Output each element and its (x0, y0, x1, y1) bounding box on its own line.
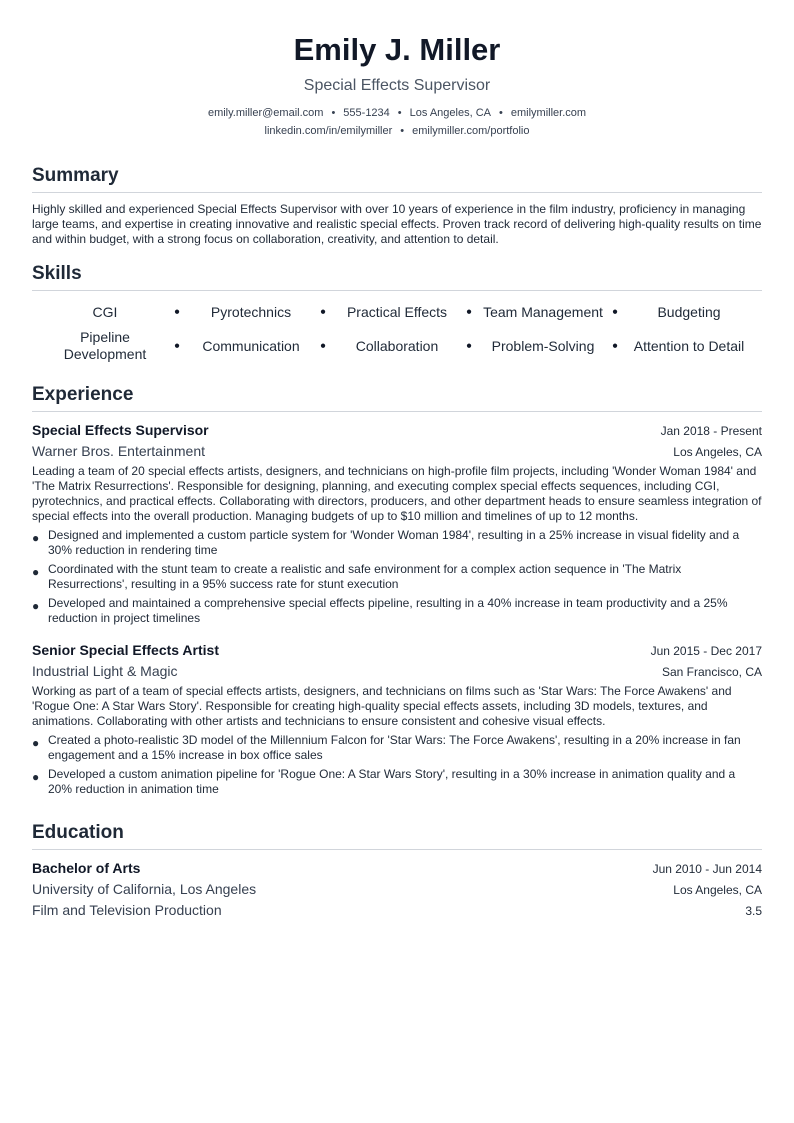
job-header-row (32, 640, 762, 661)
job-description: Leading a team of 20 special effects artists, designers, and technicians on high-profile film projects, including 'Wonder Woman 1984' and 'The Matrix Resurrections'. Responsible for designing, planning, and executing complex special effects sequences, including CGI, pyrotechnics, and practical effects. Collaborating with directors, producers, and other department heads to ensure seamless integration of special effects into the overall production. Managing budgets of up to $10 million and timelines of up to 12 months. (32, 464, 762, 523)
bullet-dot: ● (612, 340, 619, 352)
separator-dot: • (499, 107, 503, 119)
separator-dot: • (331, 107, 336, 119)
education-degree-row (32, 858, 762, 879)
candidate-title: Special Effects Supervisor (303, 77, 491, 94)
bullet-dot: ● (32, 599, 40, 613)
bullet-dot: ● (466, 340, 473, 352)
skill-item (320, 329, 473, 363)
skill-label: Practical Effects (346, 303, 448, 320)
skill-item (466, 329, 619, 363)
job-location: San Francisco, CA (661, 665, 762, 679)
contact-line-2 (32, 122, 762, 140)
education-date: Jun 2010 - Jun 2014 (652, 862, 762, 876)
skill-label: Pyrotechnics (210, 303, 292, 320)
education-entry (32, 858, 762, 921)
contact-linkedin[interactable]: linkedin.com/in/emilymiller (264, 125, 393, 137)
separator-dot: • (400, 125, 405, 137)
bullet-dot: ● (32, 531, 40, 545)
skills-heading: Skills (32, 262, 762, 291)
bullet-dot: ● (32, 565, 40, 579)
bullet-dot: ● (320, 306, 327, 318)
job-header-row (32, 420, 762, 441)
bullet-dot: ● (320, 340, 327, 352)
achievement-item (32, 528, 762, 558)
skill-item (612, 299, 762, 325)
experience-section (32, 383, 762, 797)
achievement-item (32, 767, 762, 797)
education-location: Los Angeles, CA (673, 883, 762, 897)
skill-label: CGI (92, 303, 118, 320)
job-location: Los Angeles, CA (673, 445, 762, 459)
education-school-row (32, 879, 762, 900)
contact-website[interactable]: emilymiller.com (510, 107, 587, 119)
skills-section (32, 262, 762, 363)
skill-label: Budgeting (657, 303, 721, 320)
achievement-text: Created a photo-realistic 3D model of the Millennium Falcon for 'Star Wars: The Force Awakens', resulting in a 20% increase in fan engagement and a 15% increase in box office sales (48, 733, 741, 762)
skill-item (174, 299, 327, 325)
contact-line-1 (32, 104, 762, 122)
education-section (32, 821, 762, 921)
skill-label: Attention to Detail (633, 337, 745, 354)
bullet-dot: ● (174, 306, 181, 318)
skill-item (466, 299, 619, 325)
summary-section (32, 164, 762, 247)
achievement-item (32, 733, 762, 763)
education-field: Film and Television Production (32, 902, 222, 918)
achievement-text: Developed a custom animation pipeline for 'Rogue One: A Star Wars Story', resulting in a 30% increase in animation quality and a 20% reduction in animation time (48, 767, 736, 796)
skill-item (320, 299, 473, 325)
skill-label: Communication (202, 337, 300, 354)
skill-item (32, 299, 181, 325)
education-heading: Education (32, 821, 762, 850)
education-field-row (32, 900, 762, 921)
skill-label: Pipeline Development (63, 329, 147, 362)
achievement-item (32, 562, 762, 592)
job-description: Working as part of a team of special effects artists, designers, and technicians on films such as 'Star Wars: The Force Awakens' and 'Rogue One: A Star Wars Story'. Responsible for creating high-quality special effects assets, including 3D models, textures, and animations. Collaborating with other artists and technicians to ensure consistent and cohesive visual effects. (32, 684, 732, 728)
summary-text: Highly skilled and experienced Special Effects Supervisor with over 10 years of experience in the film industry, proficiency in managing large teams, and expertise in creating innovative and realistic special effects. Proven track record of delivering high-quality results on time and within budget, with a strong focus on collaboration, creativity, and attention to detail. (32, 202, 762, 246)
bullet-dot: ● (32, 736, 40, 750)
skill-item (174, 329, 327, 363)
education-gpa: 3.5 (745, 904, 762, 918)
summary-heading: Summary (32, 164, 762, 193)
achievement-text: Coordinated with the stunt team to create a realistic and safe environment for a complex action sequence in 'The Matrix Resurrections', resulting in a 95% success rate for stunt execution (48, 562, 682, 591)
skill-label: Team Management (483, 303, 603, 320)
separator-dot: • (397, 107, 402, 119)
job-date: Jan 2018 - Present (660, 424, 762, 438)
skills-grid (32, 299, 762, 363)
education-degree: Bachelor of Arts (32, 860, 141, 876)
bullet-dot: ● (174, 340, 181, 352)
education-school: University of California, Los Angeles (32, 881, 257, 897)
skill-item (32, 329, 181, 363)
candidate-name: Emily J. Miller (293, 32, 501, 67)
job-company: Warner Bros. Entertainment (32, 443, 205, 459)
experience-heading: Experience (32, 383, 762, 412)
contact-portfolio[interactable]: emilymiller.com/portfolio (412, 125, 530, 137)
job-achievements (32, 733, 762, 797)
resume-header (32, 30, 762, 140)
achievement-text: Developed and maintained a comprehensive special effects pipeline, resulting in a 40% increase in team productivity and a 25% reduction in project timelines (48, 596, 728, 625)
skill-label: Problem-Solving (491, 337, 595, 354)
bullet-dot: ● (32, 770, 40, 784)
bullet-dot: ● (612, 306, 619, 318)
job-company: Industrial Light & Magic (32, 663, 178, 679)
achievement-text: Designed and implemented a custom particle system for 'Wonder Woman 1984', resulting in a 25% increase in visual fidelity and a 30% reduction in rendering time (48, 528, 740, 557)
job-title: Special Effects Supervisor (32, 422, 209, 438)
bullet-dot: ● (466, 306, 473, 318)
contact-phone[interactable]: 555-1234 (343, 107, 390, 119)
job-company-row (32, 661, 762, 682)
job-entry (32, 640, 762, 797)
achievement-item (32, 596, 762, 626)
job-company-row (32, 441, 762, 462)
skill-label: Collaboration (355, 337, 439, 354)
job-entry (32, 420, 762, 626)
job-achievements (32, 528, 762, 626)
contact-email[interactable]: emily.miller@email.com (207, 107, 324, 119)
contact-location: Los Angeles, CA (409, 107, 491, 119)
job-title: Senior Special Effects Artist (32, 642, 219, 658)
job-date: Jun 2015 - Dec 2017 (650, 644, 762, 658)
skill-item (612, 329, 762, 363)
